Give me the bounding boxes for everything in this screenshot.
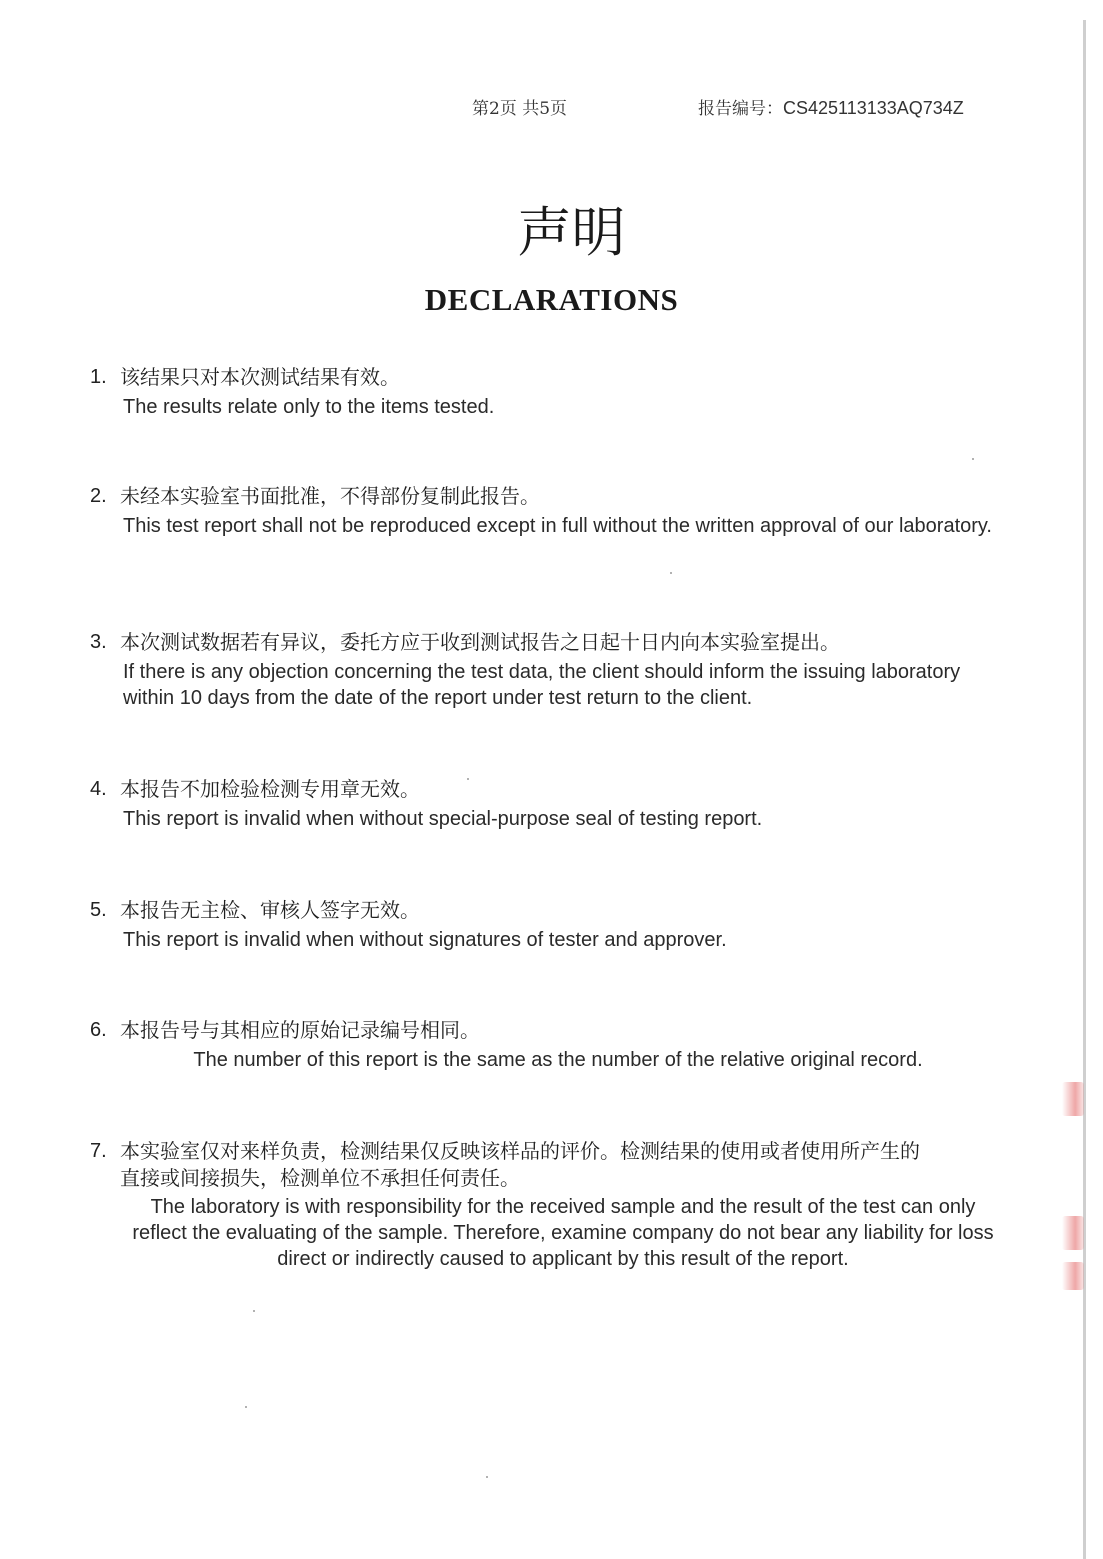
page-number: 第2页 共5页 [472,99,568,119]
declaration-chinese: 该结果只对本次测试结果有效。 [120,365,400,389]
scan-speck [486,1476,488,1478]
report-number [698,94,964,119]
declaration-english: The number of this report is the same as the number of the relative original record. [193,1049,923,1071]
report-number-value: CS425113133AQ734Z [783,98,964,118]
declaration-chinese: 本实验室仅对来样负责，检测结果仅反映该样品的评价。检测结果的使用或者使用所产生的 直接或间接损失，检测单位不承担任何责任。 [120,1139,920,1190]
scan-speck [467,778,469,780]
scan-speck [245,1406,247,1408]
declaration-english: The laboratory is with responsibility for the received sample and the result of the test can only reflect the evaluating of the sample. Therefore, examine company do not bear any liability for loss direct or indirectly caused to applicant by this result of the report. [132,1196,994,1270]
scan-speck [670,572,672,574]
declaration-number: 4. [90,778,107,800]
declaration-english: This test report shall not be reproduced except in full without the written approval of our laboratory. [123,515,992,537]
declaration-chinese: 本报告号与其相应的原始记录编号相同。 [120,1018,480,1042]
declaration-number: 2. [90,485,107,507]
page-header [0,94,1103,120]
report-number-label: 报告编号： [698,99,783,119]
declaration-chinese: 未经本实验室书面批准，不得部份复制此报告。 [120,484,540,508]
declaration-number: 6. [90,1019,107,1041]
declaration-number: 7. [90,1140,107,1162]
declaration-chinese: 本报告不加检验检测专用章无效。 [120,777,420,801]
seal-edge-fragment [1062,1082,1084,1116]
seal-edge-fragment [1062,1262,1084,1290]
declaration-number: 3. [90,631,107,653]
title-english: DECLARATIONS [424,282,679,317]
seal-edge-fragment [1062,1216,1084,1250]
declaration-number: 5. [90,899,107,921]
title-chinese: 声明 [517,201,626,264]
declaration-chinese: 本报告无主检、审核人签字无效。 [120,898,420,922]
declaration-english: If there is any objection concerning the test data, the client should inform the issuing laboratory within 10 days from the date of the report under test return to the client. [123,661,961,709]
scan-speck [972,458,974,460]
declaration-number: 1. [90,366,107,388]
declaration-chinese: 本次测试数据若有异议，委托方应于收到测试报告之日起十日内向本实验室提出。 [120,630,840,654]
declaration-english: The results relate only to the items tested. [123,396,495,418]
declaration-english: This report is invalid when without signatures of tester and approver. [123,929,727,951]
declaration-english: This report is invalid when without special-purpose seal of testing report. [123,808,763,830]
scan-speck [253,1310,255,1312]
